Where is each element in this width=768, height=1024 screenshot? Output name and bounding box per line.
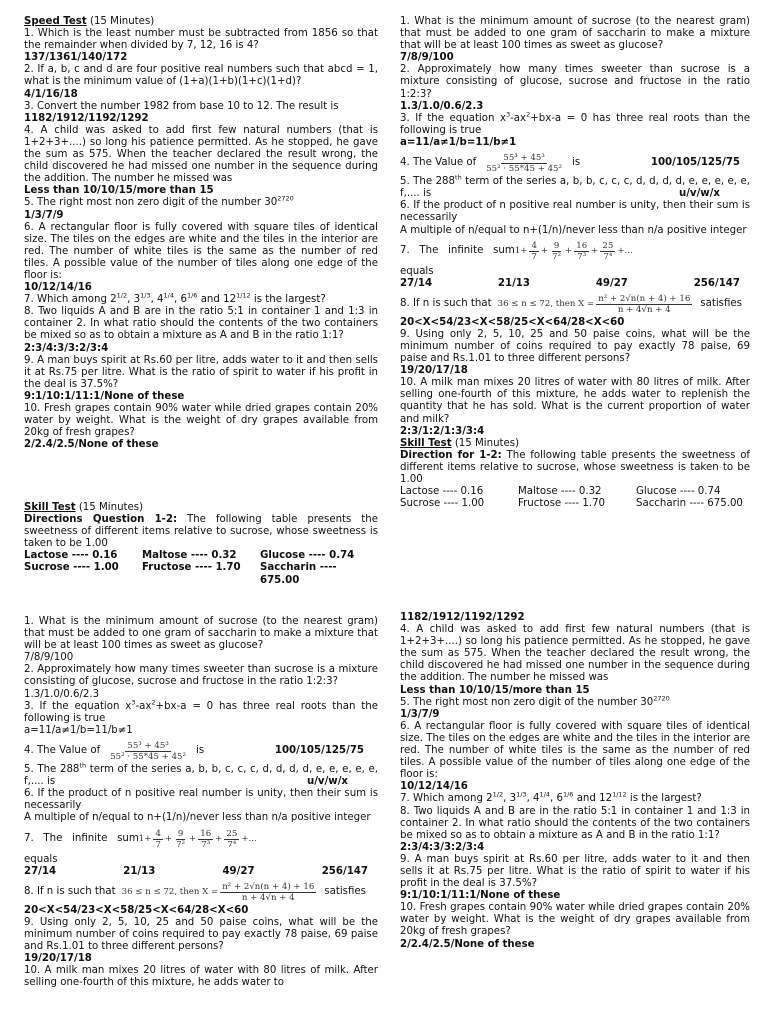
table-cell: Sucrose ---- 1.00: [400, 498, 485, 510]
quant-q4: [400, 153, 750, 174]
quant-q4: [24, 741, 378, 762]
speed-q6-options: 10/12/14/16: [400, 781, 468, 793]
q7-frac-2: $\frac{9}{\text{7²}}$: [176, 828, 186, 850]
speed-q5: 5. The right most non zero digit of the number $30^{2720}$: [400, 694, 670, 708]
quant-q5-options: u/v/w/x: [306, 776, 348, 788]
q7-frac-1: $\frac{4}{7}$: [155, 828, 161, 850]
speed-q8: 8. Two liquids A and B are in the ratio 5:1 in container 1 and 1:3 in container 2. In what ratio should the contents of the two containers be mixed so as to obtain a mixture as A and B in the ratio 1:1?: [24, 306, 378, 342]
quant-q1: 1. What is the minimum amount of sucrose (to the nearest gram) that must be added to one gram of saccharin to make a mixture that will be at least 100 times as sweet as glucose?: [24, 616, 378, 652]
sweetness-table-right: [400, 486, 750, 510]
skill-directions: Directions Question 1-2: The following table presents the sweetness of different items relative to sucrose, whose sweetness is taken to be 1.00: [24, 514, 379, 550]
quant-q5: 5. The 288th term of the series a, b, b, c, c, c, d, d, d, d, e, e, e, e, e, f,.... is: [400, 173, 750, 200]
quant-q9-options: 19/20/17/18: [400, 365, 468, 377]
quant-q1-options: 7/8/9/100: [400, 52, 454, 64]
quant-q9: 9. Using only 2, 5, 10, 25 and 50 paise coins, what will be the minimum number of coins required to pay exactly 78 paise, 69 paise and Rs.1.01 to three different persons?: [400, 328, 750, 365]
table-cell: Saccharin ---- 675.00: [260, 562, 337, 586]
q7-frac-2: $\frac{9}{\text{7²}}$: [552, 240, 562, 262]
q8-condition: 36 ≤ n ≤ 72, then X =: [121, 887, 219, 898]
q7-series-start: 1+: [138, 833, 152, 844]
speed-q6-options: 10/12/14/16: [24, 282, 92, 294]
speed-q1: 1. Which is the least number must be subtracted from 1856 so that the remainder when divided by 7, 12, 16 is 4?: [24, 28, 378, 52]
q7-frac-1: $\frac{4}{7}$: [531, 240, 537, 262]
bottom-right-column: [400, 612, 750, 951]
speed-q9-options: 9:1/10:1/11:1/None of these: [24, 390, 185, 402]
quant-q2-options: 1.3/1.0/0.6/2.3: [400, 100, 484, 112]
quant-q6: 6. If the product of n positive real number is unity, then their sum is necessarily: [24, 788, 378, 812]
quant-q1: 1. What is the minimum amount of sucrose (to the nearest gram) that must be added to one gram of saccharin to make a mixture that will be at least 100 times as sweet as glucose?: [400, 16, 750, 52]
quant-q10-cut: 10. A milk man mixes 20 litres of water with 80 litres of milk. After selling one-fourth of this mixture, he adds water to: [24, 965, 378, 989]
quant-q5: 5. The 288th term of the series a, b, b, c, c, c, d, d, d, d, e, e, e, e, e, f,.... is: [24, 761, 378, 788]
speed-q9: 9. A man buys spirit at Rs.60 per litre, adds water to it and then sells it at Rs.75 per litre. What is the ratio of spirit to water if his profit in the deal is 37.5%?: [24, 354, 378, 390]
speed-q5-options: 1/3/7/9: [400, 708, 440, 720]
speed-q8-options: 2:3/4:3/3:2/3:4: [24, 342, 109, 354]
quant-q3: 3. If the equation $x^3-ax^2+bx-a = 0$ has three real roots than the following is true: [24, 698, 378, 724]
speed-q2-options: 4/1/16/18: [24, 88, 78, 100]
skill-test-left: [24, 502, 378, 587]
quant-q6-options: A multiple of n/equal to n+(1/n)/never less than n/a positive integer: [400, 224, 747, 236]
table-cell: Lactose ---- 0.16: [400, 486, 484, 498]
q7-frac-4: $\frac{25}{\text{7⁴}}$: [226, 828, 238, 850]
speed-q9: 9. A man buys spirit at Rs.60 per litre, adds water to it and then sells it at Rs.75 per litre. What is the ratio of spirit to water if his profit in the deal is 37.5%?: [400, 853, 750, 890]
table-cell: Sucrose ---- 1.00: [24, 562, 119, 574]
table-cell: Glucose ---- 0.74: [260, 550, 355, 562]
q8-label: 8. If n is such that: [400, 298, 492, 310]
quant-q7: 7. The infinite sum 1+ $\frac{4}{7}$ + $\frac{9}{\text{7²}}$ + $\frac{16}{\text{7³}}$ + $\frac{25}{\text{7⁴}}$ +...: [400, 240, 633, 262]
q7-equals: equals: [400, 265, 434, 277]
q8-satisfies: satisfies: [700, 298, 742, 310]
quant-q5-options: u/v/w/x: [678, 188, 720, 200]
speed-q8-options: 2:3/4:3/3:2/3:4: [400, 841, 485, 853]
option: 21/13: [123, 865, 156, 877]
quant-q3-options: a=11/a≠1/b=11/b≠1: [24, 724, 133, 736]
quant-q6: 6. If the product of n positive real number is unity, then their sum is necessarily: [400, 200, 750, 224]
quant-q7-options: [24, 866, 378, 878]
quant-q2-options: 1.3/1.0/0.6/2.3: [24, 688, 100, 700]
quant-q8: [24, 882, 378, 903]
speed-q4-options: Less than 10/10/15/more than 15: [24, 185, 214, 197]
q7-series-start: 1+: [514, 246, 528, 257]
speed-q6: 6. A rectangular floor is fully covered with square tiles of identical size. The tiles on the edges are white and the tiles in the interior are red. The number of white tiles is the same as the number of red tiles. A possible value of the number of tiles along one edge of the floor is:: [24, 221, 378, 281]
q4-is: is: [195, 745, 205, 757]
quant-q10: 10. A milk man mixes 20 litres of water with 80 litres of milk. After selling one-fourth of this mixture, he adds water to replenish the quantity that he has sold. What is the current proportion of water and milk?: [400, 377, 750, 425]
q4-label: 4. The Value of: [400, 157, 477, 169]
speed-q9-options: 9:1/10:1/11:1/None of these: [400, 890, 561, 902]
q8-fraction: $\frac{\text{n² + 2√n(n + 4) + 16}}{n + 4√n + 4}$: [598, 293, 691, 315]
quant-q7: 7. The infinite sum 1+ $\frac{4}{7}$ + $\frac{9}{\text{7²}}$ + $\frac{16}{\text{7³}}$ + $\frac{25}{\text{7⁴}}$ +...: [24, 828, 257, 850]
quant-q9: 9. Using only 2, 5, 10, 25 and 50 paise coins, what will be the minimum number of coins required to pay exactly 78 paise, 69 paise and Rs.1.01 to three different persons?: [24, 916, 378, 952]
speed-q5-options: 1/3/7/9: [24, 209, 64, 221]
q8-fraction: $\frac{\text{n² + 2√n(n + 4) + 16}}{n + 4√n + 4}$: [222, 881, 315, 903]
q4-fraction: $\frac{\text{55³ + 45³}}{\text{55² · 55*45 + 45²}}$: [486, 153, 562, 175]
table-cell: Fructose ---- 1.70: [142, 562, 241, 574]
q7-label: 7. The infinite sum: [24, 832, 139, 844]
q4-fraction: $\frac{\text{55³ + 45³}}{\text{55² · 55*45 + 45²}}$: [110, 740, 186, 762]
table-cell: Maltose ---- 0.32: [142, 550, 237, 562]
quant-q1-options: 7/8/9/100: [24, 652, 74, 664]
q7-frac-3: $\frac{16}{\text{7³}}$: [576, 240, 588, 262]
speed-q8: 8. Two liquids A and B are in the ratio 5:1 in container 1 and 1:3 in container 2. In what ratio should the contents of the two containers be mixed so as to obtain a mixture as A and B in the ratio 1:1?: [400, 805, 750, 841]
quant-q3-options: a=11/a≠1/b=11/b≠1: [400, 136, 517, 148]
q8-condition: 36 ≤ n ≤ 72, then X =: [497, 299, 595, 310]
quant-q4-options: 100/105/125/75: [274, 745, 364, 757]
q4-is: is: [571, 157, 581, 169]
table-cell: Lactose ---- 0.16: [24, 550, 118, 562]
speed-q6: 6. A rectangular floor is fully covered with square tiles of identical size. The tiles on the edges are white and the tiles in the interior are red. The number of white tiles is the same as the number of red tiles. A possible value of the number of tiles along one edge of the floor is:: [400, 720, 750, 781]
quant-q10-options: 2:3/1:2/1:3/3:4: [400, 425, 485, 437]
quant-q3: 3. If the equation $x^3-ax^2+bx-a = 0$ has three real roots than the following is true: [400, 110, 750, 136]
q7-label: 7. The infinite sum: [400, 245, 515, 257]
option: 49/27: [595, 277, 628, 289]
speed-q10-options: 2/2.4/2.5/None of these: [400, 938, 535, 950]
option: 27/14: [400, 277, 433, 289]
q7-frac-3: $\frac{16}{\text{7³}}$: [200, 828, 212, 850]
top-left-column: [24, 16, 378, 451]
quant-q9-options: 19/20/17/18: [24, 953, 92, 965]
table-cell: Maltose ---- 0.32: [518, 486, 602, 498]
speed-q5: 5. The right most non zero digit of the number $30^{2720}$: [24, 195, 294, 209]
q7-series-end: +...: [617, 246, 633, 257]
q8-label: 8. If n is such that: [24, 886, 116, 898]
speed-q7: 7. Which among $2^{1/2}$, $3^{1/3}$, $4^{1/4}$, $6^{1/6}$ and $12^{1/12}$ is the largest?: [24, 291, 326, 306]
speed-q1-options: 137/1361/140/172: [24, 52, 128, 64]
q4-label: 4. The Value of: [24, 745, 101, 757]
quant-q2: 2. Approximately how many times sweeter than sucrose is a mixture consisting of glucose, sucrose and fructose in the ratio 1:2:3?: [400, 64, 750, 100]
speed-q10: 10. Fresh grapes contain 90% water while dried grapes contain 20% water by weight. What is the weight of dry grapes available from 20kg of fresh grapes?: [400, 902, 750, 938]
quant-q6-options: A multiple of n/equal to n+(1/n)/never less than n/a positive integer: [24, 812, 371, 824]
speed-test-title: Speed Test: [24, 16, 87, 27]
q7-series-end: +...: [241, 833, 257, 844]
speed-q4: 4. A child was asked to add first few natural numbers (that is 1+2+3+....) so long his patience permitted. As he stopped, he gave the sum as 575. When the teacher declared the result wrong, the child discovered he had missed one number in the sequence during the addition. The number he missed was: [400, 624, 750, 684]
speed-q4: 4. A child was asked to add first few natural numbers (that is 1+2+3+....) so long his patience permitted. As he stopped, he gave the sum as 575. When the teacher declared the result wrong, the child discovered he had missed one number in the sequence during the addition. The number he missed was: [24, 124, 378, 185]
q7-frac-4: $\frac{25}{\text{7⁴}}$: [602, 240, 614, 262]
speed-q3-options: 1182/1912/1192/1292: [400, 612, 525, 623]
skill-test-heading: Skill Test (15 Minutes): [24, 502, 144, 513]
option: 256/147: [321, 865, 368, 877]
option: 49/27: [222, 865, 255, 877]
option: 256/147: [693, 277, 740, 289]
speed-test-duration: (15 Minutes): [86, 16, 155, 27]
speed-test-heading: [24, 16, 378, 28]
top-right-column: [400, 16, 750, 510]
speed-q4-options: Less than 10/10/15/more than 15: [400, 684, 590, 696]
sweetness-table: [24, 550, 378, 586]
quant-q8-options: 20<X<54/23<X<58/25<X<64/28<X<60: [400, 316, 625, 328]
quant-q8: [400, 294, 750, 315]
skill-test-heading-right: Skill Test (15 Minutes): [400, 437, 520, 449]
table-cell: Glucose ---- 0.74: [636, 486, 721, 498]
speed-q7: 7. Which among $2^{1/2}$, $3^{1/3}$, $4^{1/4}$, $6^{1/6}$ and $12^{1/12}$ is the largest?: [400, 791, 702, 805]
skill-directions-right: Direction for 1-2: The following table presents the sweetness of different items relative to sucrose, whose sweetness is taken to be 1.00: [400, 449, 751, 485]
q7-equals: equals: [24, 853, 58, 865]
table-cell: Saccharin ---- 675.00: [636, 498, 743, 510]
speed-q10: 10. Fresh grapes contain 90% water while dried grapes contain 20% water by weight. What is the weight of dry grapes available from 20kg of fresh grapes?: [24, 403, 378, 439]
q8-satisfies: satisfies: [324, 886, 366, 898]
speed-q3: 3. Convert the number 1982 from base 10 to 12. The result is: [24, 100, 339, 112]
speed-q2: 2. If a, b, c and d are four positive real numbers such that abcd = 1, what is the minimum value of (1+a)(1+b)(1+c)(1+d)?: [24, 64, 378, 88]
quant-q2: 2. Approximately how many times sweeter than sucrose is a mixture consisting of glucose, sucrose and fructose in the ratio 1:2:3?: [24, 664, 378, 688]
bottom-left-column: [24, 616, 378, 989]
table-cell: Fructose ---- 1.70: [518, 498, 606, 510]
quant-q4-options: 100/105/125/75: [650, 157, 740, 169]
speed-q3-options: 1182/1912/1192/1292: [24, 112, 149, 124]
option: 21/13: [497, 277, 530, 289]
speed-q10-options: 2/2.4/2.5/None of these: [24, 439, 159, 451]
quant-q7-options: [400, 278, 750, 290]
option: 27/14: [24, 865, 57, 877]
quant-q8-options: 20<X<54/23<X<58/25<X<64/28<X<60: [24, 904, 249, 916]
